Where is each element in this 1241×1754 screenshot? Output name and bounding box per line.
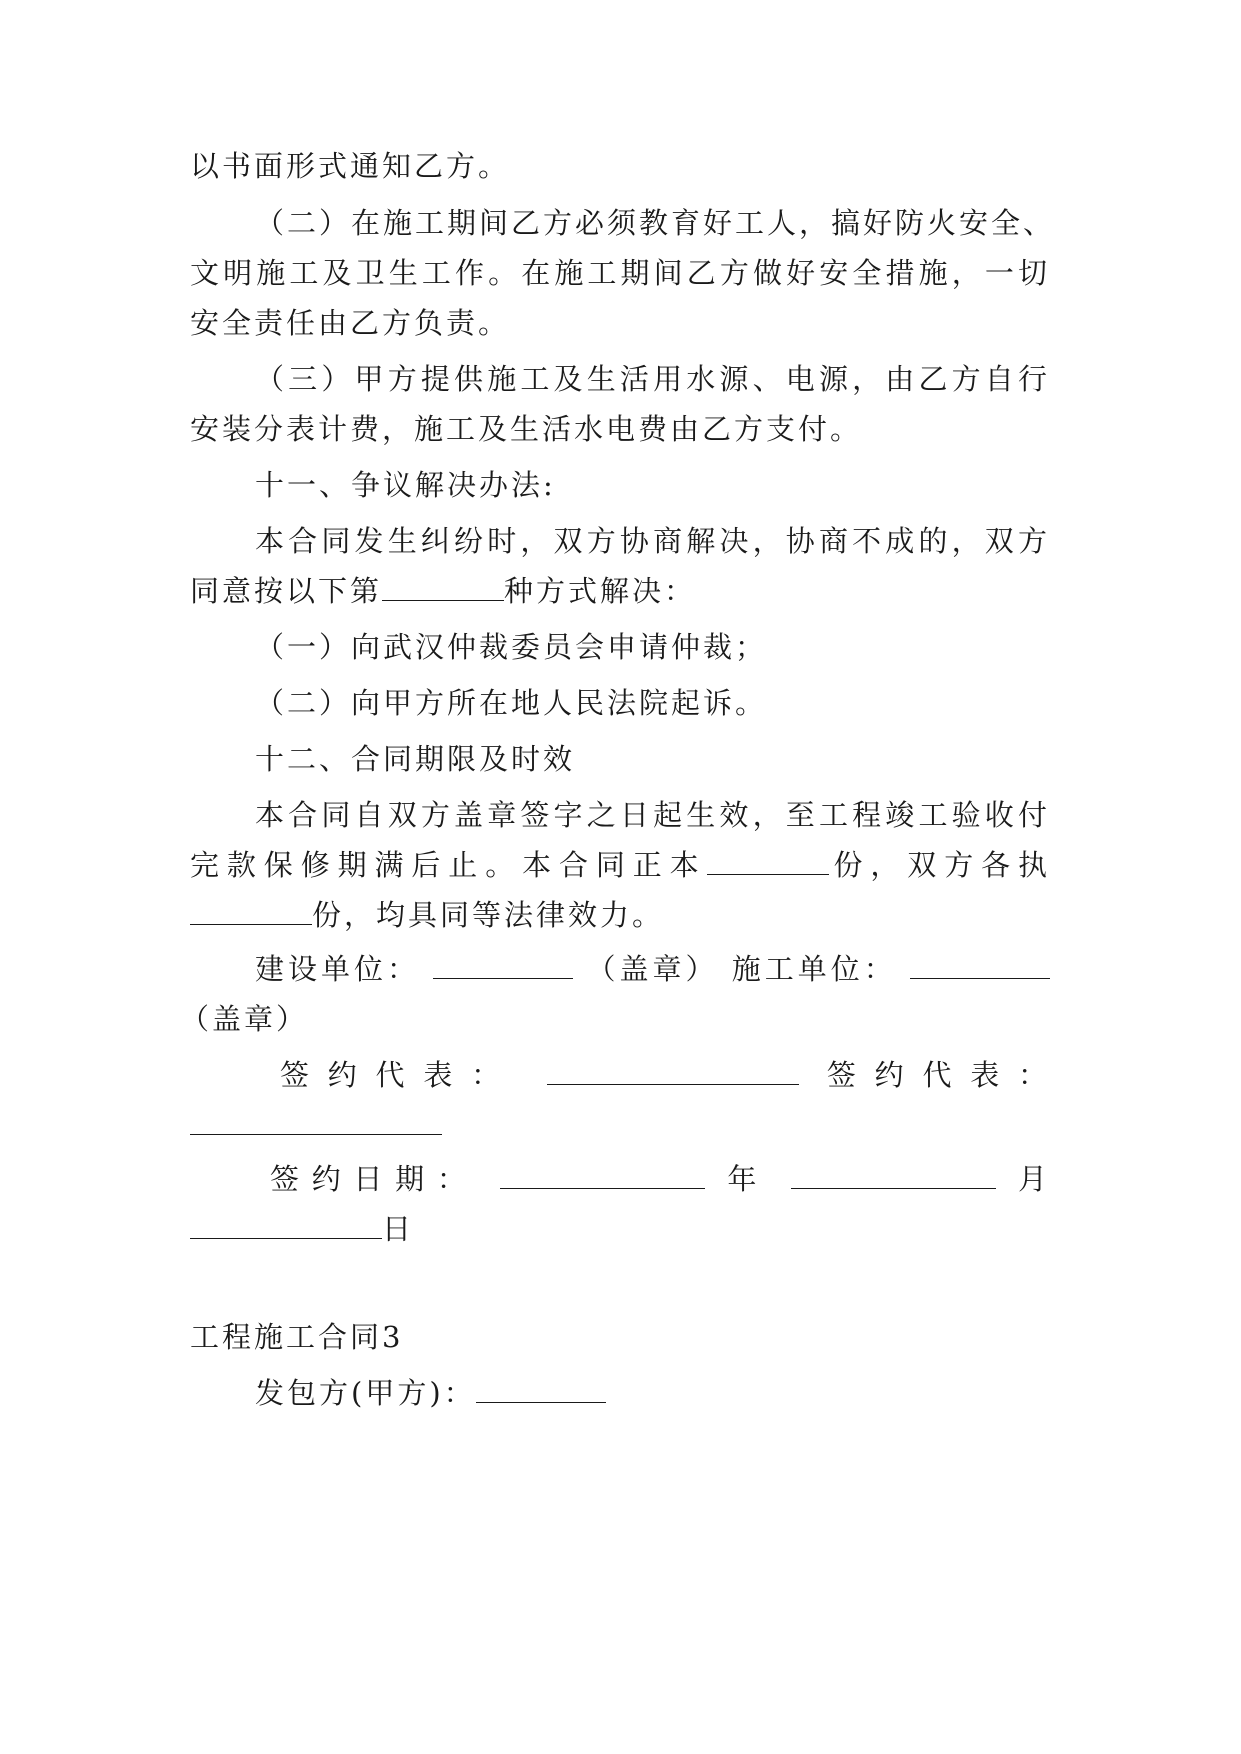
builder-label: 建设单位： <box>255 952 421 986</box>
term-line-1: 本合同自双方盖章签字之日起生效，至工程竣工验收付 <box>255 798 1050 832</box>
representatives-line <box>280 1053 1050 1097</box>
clause-2-line-1: （二）在施工期间乙方必须教育好工人，搞好防火安全、 <box>255 206 1056 240</box>
contractor-rep-label: 签约代表： <box>826 1058 1050 1092</box>
section-12-heading: 十二、合同期限及时效 <box>255 742 576 776</box>
units-line <box>255 947 1050 991</box>
contractor-rep-line <box>190 1103 1050 1147</box>
builder-rep-label: 签约代表： <box>280 1058 519 1092</box>
builder-rep-blank <box>547 1054 799 1085</box>
clause-2-line-2: 文明施工及卫生工作。在施工期间乙方做好安全措施，一切 <box>190 256 1050 290</box>
contractor-seal: （盖章） <box>180 1002 309 1036</box>
month-label: 月 <box>1018 1162 1051 1196</box>
term-text-before: 完款保修期满后止。本合同正本 <box>190 848 707 882</box>
term-line-2 <box>190 843 1050 887</box>
day-label: 日 <box>382 1212 415 1246</box>
dispute-text-after: 种方式解决： <box>504 574 697 608</box>
clause-3-line-1: （三）甲方提供施工及生活用水源、电源，由乙方自行 <box>255 362 1050 396</box>
clause-3-line-2: 安装分表计费，施工及生活水电费由乙方支付。 <box>190 412 863 446</box>
clause-2-line-3: 安全责任由乙方负责。 <box>190 306 511 340</box>
term-text-middle: 份，双方各执 <box>828 848 1050 882</box>
contractor-blank <box>910 948 1050 979</box>
employer-line <box>255 1371 1050 1415</box>
year-blank <box>500 1158 705 1189</box>
section-11-heading: 十一、争议解决办法: <box>255 468 556 502</box>
employer-label: 发包方(甲方)： <box>255 1376 476 1410</box>
sign-date-line <box>270 1157 1050 1201</box>
method-number-blank <box>382 570 504 601</box>
day-blank <box>190 1208 382 1239</box>
each-copies-blank <box>190 894 312 925</box>
builder-seal: （盖章） <box>586 952 719 986</box>
date-label: 签约日期： <box>270 1162 479 1196</box>
term-line-3 <box>190 893 1050 937</box>
contractor-rep-blank <box>190 1104 442 1135</box>
sign-day-line <box>190 1207 1050 1251</box>
term-text-after: 份，均具同等法律效力。 <box>312 898 665 932</box>
option-court: （二）向甲方所在地人民法院起诉。 <box>255 686 768 720</box>
dispute-line-1: 本合同发生纠纷时，双方协商解决，协商不成的，双方 <box>255 524 1050 558</box>
month-blank <box>791 1158 996 1189</box>
dispute-text-before: 同意按以下第 <box>190 574 383 608</box>
dispute-line-2 <box>190 569 1050 613</box>
text-line: 以书面形式通知乙方。 <box>190 149 511 183</box>
year-label: 年 <box>727 1162 770 1196</box>
builder-blank <box>433 948 573 979</box>
contractor-label: 施工单位： <box>731 952 897 986</box>
original-copies-blank <box>707 844 829 875</box>
contract-3-title: 工程施工合同3 <box>190 1320 404 1354</box>
option-arbitration: （一）向武汉仲裁委员会申请仲裁； <box>255 630 768 664</box>
employer-blank <box>476 1372 606 1403</box>
